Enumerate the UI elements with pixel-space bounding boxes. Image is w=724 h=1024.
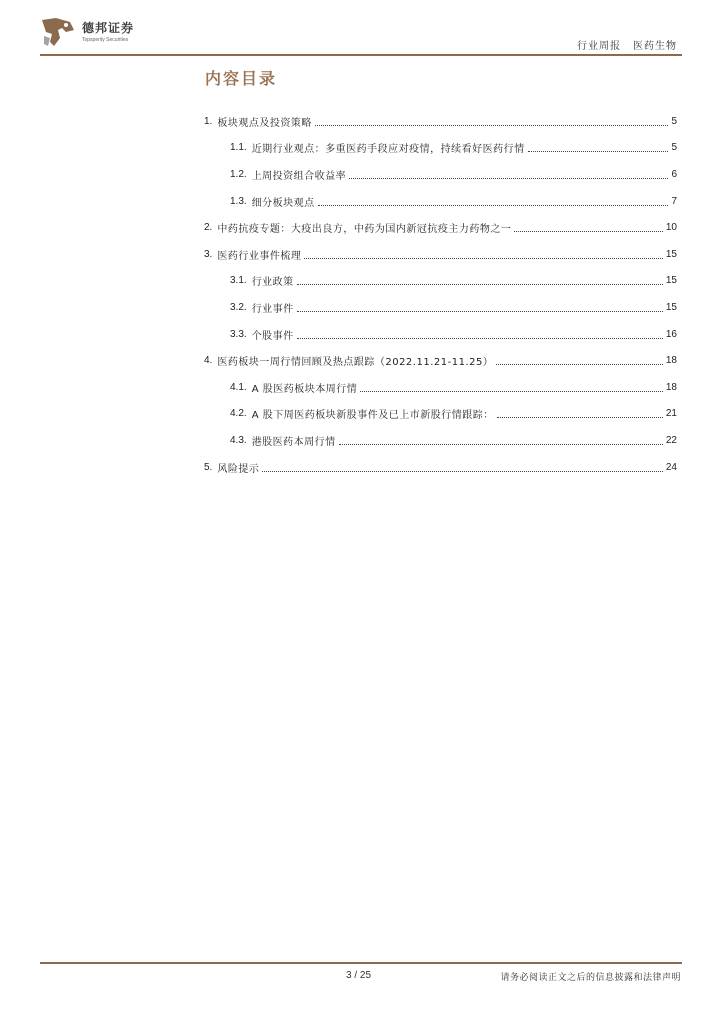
toc-entry-page: 7 — [671, 195, 677, 207]
toc-entry[interactable] — [204, 161, 677, 188]
toc-entry-number: 3.2. — [230, 301, 247, 313]
toc-entry[interactable] — [204, 135, 677, 162]
toc-entry[interactable] — [204, 241, 677, 268]
report-type: 行业周报 — [577, 41, 621, 52]
toc-entry-page: 10 — [665, 222, 677, 234]
footer-rule — [40, 962, 682, 964]
toc-dot-leader — [360, 391, 663, 392]
toc-dot-leader — [349, 178, 668, 179]
toc-entry[interactable] — [204, 401, 677, 428]
toc-entry-title: 医药板块一周行情回顾及热点跟踪（2022.11.21-11.25） — [217, 357, 494, 369]
table-of-contents — [204, 108, 677, 480]
toc-entry-number: 1.1. — [230, 142, 247, 154]
toc-entry-number: 4.2. — [230, 408, 247, 420]
toc-entry-number: 3.1. — [230, 275, 247, 287]
toc-entry[interactable] — [204, 427, 677, 454]
toc-entry-number: 5. — [204, 461, 213, 473]
toc-dot-leader — [318, 205, 669, 206]
toc-dot-leader — [297, 311, 663, 312]
toc-entry-page: 18 — [665, 381, 677, 393]
toc-entry-number: 3. — [204, 248, 213, 260]
toc-entry-number: 1.2. — [230, 168, 247, 180]
toc-entry-title: 风险提示 — [217, 463, 260, 475]
company-logo — [40, 16, 160, 50]
toc-entry-page: 15 — [665, 248, 677, 260]
toc-entry[interactable] — [204, 321, 677, 348]
toc-entry-number: 4.3. — [230, 434, 247, 446]
toc-dot-leader — [304, 258, 663, 259]
toc-entry-page: 15 — [665, 275, 677, 287]
toc-entry-page: 18 — [665, 355, 677, 367]
sector-name: 医药生物 — [633, 41, 677, 52]
toc-entry-page: 5 — [671, 142, 677, 154]
toc-entry-title: 个股事件 — [251, 330, 294, 342]
toc-entry-number: 3.3. — [230, 328, 247, 340]
toc-entry-page: 16 — [665, 328, 677, 340]
logo-mark-icon — [40, 16, 76, 50]
toc-dot-leader — [514, 231, 663, 232]
header-labels — [577, 37, 677, 52]
header-rule — [40, 54, 682, 56]
toc-entry-title: A 股下周医药板块新股事件及已上市新股行情跟踪： — [251, 410, 494, 422]
toc-entry-title: A 股医药板块本周行情 — [251, 383, 358, 395]
logo-chinese-name: 德邦证券 — [82, 21, 135, 35]
toc-entry-page: 5 — [671, 115, 677, 127]
toc-dot-leader — [496, 364, 663, 365]
page-number: 3 / 25 — [346, 970, 372, 981]
toc-entry-number: 4. — [204, 355, 213, 367]
toc-entry[interactable] — [204, 454, 677, 481]
logo-english-name: Topsperity Securities — [82, 37, 129, 43]
toc-entry-number: 4.1. — [230, 381, 247, 393]
toc-entry[interactable] — [204, 214, 677, 241]
toc-entry-page: 24 — [665, 461, 677, 473]
toc-entry[interactable] — [204, 347, 677, 374]
toc-dot-leader — [315, 125, 669, 126]
toc-entry-title: 细分板块观点 — [251, 197, 315, 209]
page-header — [0, 0, 724, 60]
toc-entry-title: 板块观点及投资策略 — [217, 117, 312, 129]
toc-entry-page: 15 — [665, 301, 677, 313]
toc-dot-leader — [339, 444, 663, 445]
toc-entry-title: 近期行业观点：多重医药手段应对疫情，持续看好医药行情 — [251, 144, 525, 156]
toc-entry-title: 港股医药本周行情 — [251, 436, 336, 448]
toc-entry-number: 2. — [204, 222, 213, 234]
toc-entry-title: 行业事件 — [251, 303, 294, 315]
toc-entry-title: 行业政策 — [251, 277, 294, 289]
toc-entry[interactable] — [204, 294, 677, 321]
toc-entry[interactable] — [204, 108, 677, 135]
toc-entry-title: 中药抗疫专题：大疫出良方，中药为国内新冠抗疫主力药物之一 — [217, 224, 512, 236]
disclaimer: 请务必阅读正文之后的信息披露和法律声明 — [500, 973, 681, 983]
toc-entry-number: 1.3. — [230, 195, 247, 207]
toc-entry[interactable] — [204, 188, 677, 215]
toc-entry-page: 22 — [665, 434, 677, 446]
toc-entry-page: 6 — [671, 168, 677, 180]
toc-entry[interactable] — [204, 374, 677, 401]
toc-entry-page: 21 — [665, 408, 677, 420]
toc-entry[interactable] — [204, 268, 677, 295]
toc-entry-title: 医药行业事件梳理 — [217, 250, 302, 262]
toc-dot-leader — [297, 338, 663, 339]
toc-entry-number: 1. — [204, 115, 213, 127]
toc-dot-leader — [528, 151, 669, 152]
toc-entry-title: 上周投资组合收益率 — [251, 170, 347, 182]
toc-dot-leader — [262, 471, 663, 472]
toc-dot-leader — [297, 284, 663, 285]
toc-dot-leader — [497, 417, 663, 418]
toc-title: 内容目录 — [205, 69, 278, 88]
